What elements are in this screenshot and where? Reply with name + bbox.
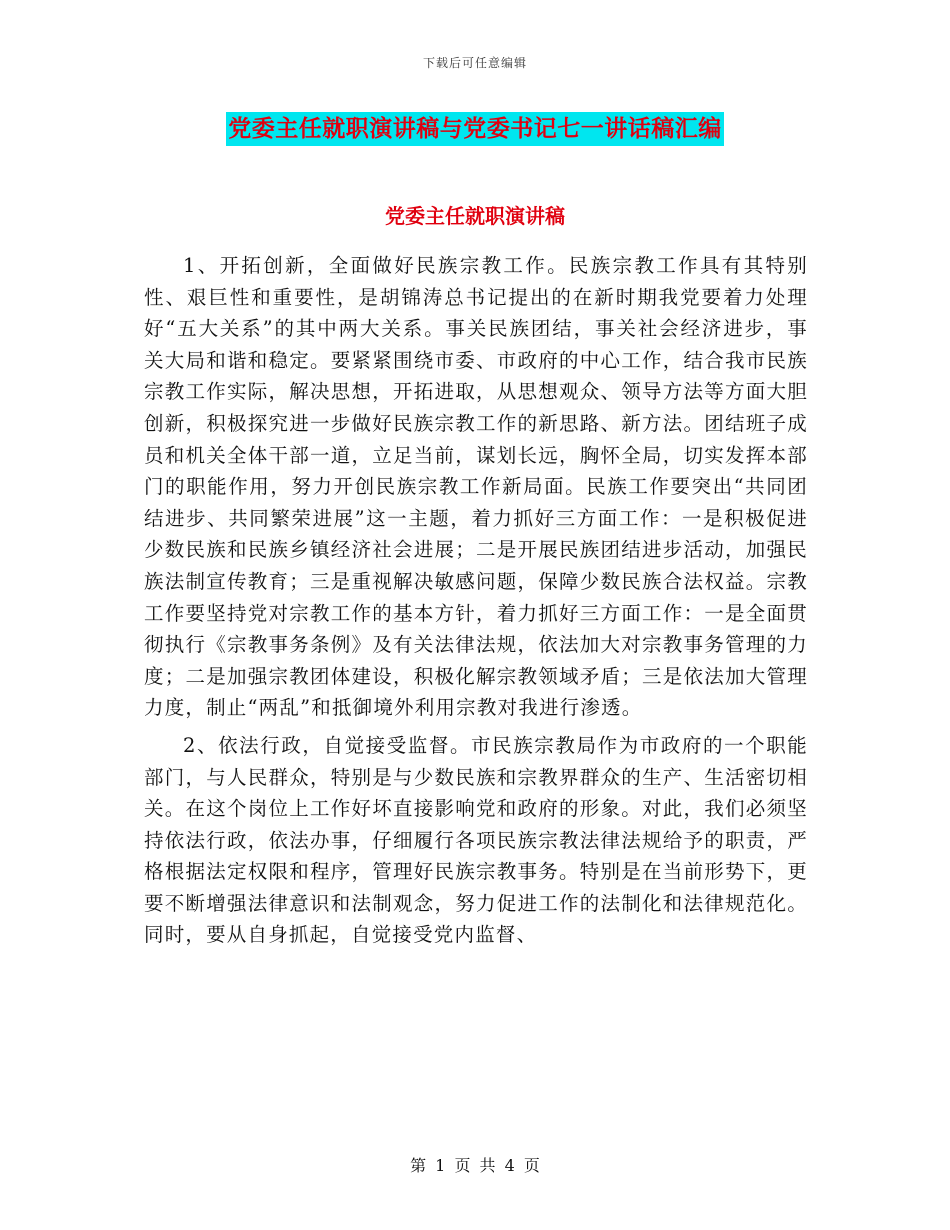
- body-paragraph-1: 1、开拓创新，全面做好民族宗教工作。民族宗教工作具有其特别性、艰巨性和重要性，是胡锦涛总书记提出的在新时期我党要着力处理好“五大关系”的其中两大关系。事关民族团结，事关社会经济进步，事关大局和谐和稳定。要紧紧围绕市委、市政府的中心工作，结合我市民族宗教工作实际，解决思想，开拓进取，从思想观众、领导方法等方面大胆创新，积极探究进一步做好民族宗教工作的新思路、新方法。团结班子成员和机关全体干部一道，立足当前，谋划长远，胸怀全局，切实发挥本部门的职能作用，努力开创民族宗教工作新局面。民族工作要突出“共同团结进步、共同繁荣进展”这一主题，着力抓好三方面工作：一是积极促进少数民族和民族乡镇经济社会进展；二是开展民族团结进步活动，加强民族法制宣传教育；三是重视解决敏感问题，保障少数民族合法权益。宗教工作要坚持党对宗教工作的基本方针，着力抓好三方面工作：一是全面贯彻执行《宗教事务条例》及有关法律法规，依法加大对宗教事务管理的力度；二是加强宗教团体建设，积极化解宗教领域矛盾；三是依法加大管理力度，制止“两乱”和抵御境外利用宗教对我进行渗透。: [144, 254, 808, 720]
- page-footer-number: 第 1 页 共 4 页: [410, 1156, 540, 1175]
- document-title-container: [0, 112, 950, 146]
- page-header-note: 下载后可任意编辑: [422, 56, 527, 70]
- document-title: 党委主任就职演讲稿与党委书记七一讲话稿汇编: [226, 112, 724, 146]
- section-title: 党委主任就职演讲稿: [385, 204, 565, 228]
- body-paragraph-2: 2、依法行政，自觉接受监督。市民族宗教局作为市政府的一个职能部门，与人民群众，特别是与少数民族和宗教界群众的生产、生活密切相关。在这个岗位上工作好坏直接影响党和政府的形象。对此，我们必须坚持依法行政，依法办事，仔细履行各项民族宗教法律法规给予的职责，严格根据法定权限和程序，管理好民族宗教事务。特别是在当前形势下，更要不断增强法律意识和法制观念，努力促进工作的法制化和法律规范化。同时，要从自身抓起，自觉接受党内监督、: [144, 733, 808, 947]
- document-body: [144, 250, 808, 957]
